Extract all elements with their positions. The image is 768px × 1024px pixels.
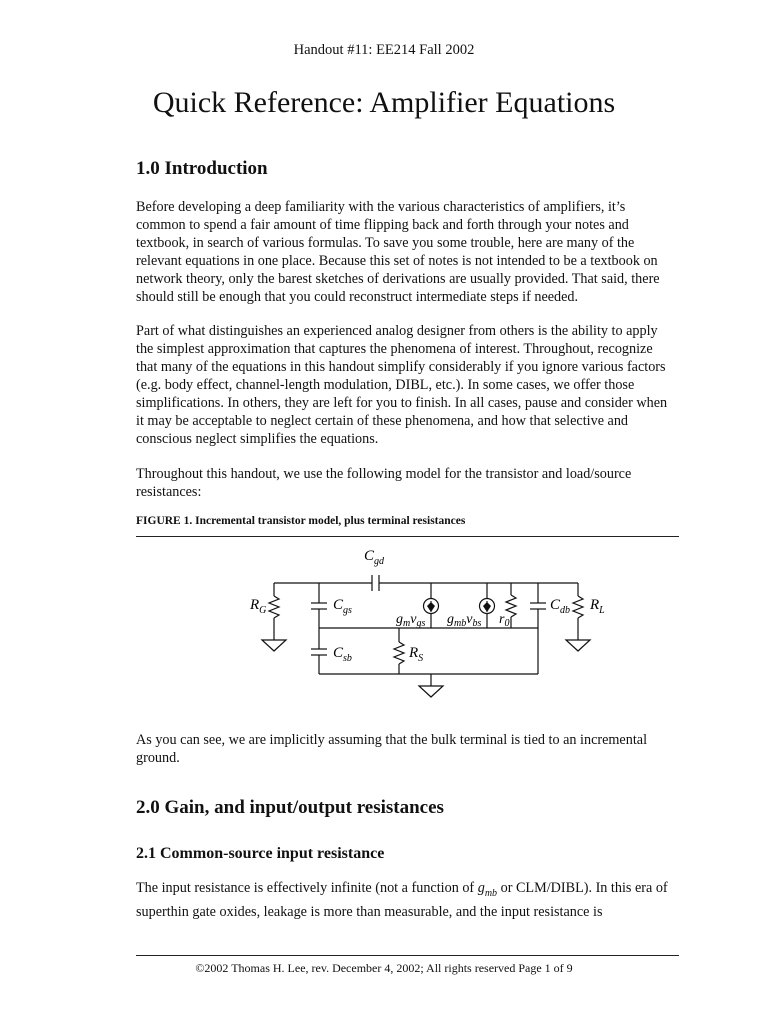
footer-rule [136,955,679,956]
label-gm-vgs: $g_mv_{gs}$ [396,612,426,629]
label-cgs: $C_{gs}$ [333,597,352,616]
cs-input-resistance-paragraph: The input resistance is effectively infinite (not a function of $g_{mb}$ or CLM/DIBL). In this era of superthin gate oxides, leakage is more than measurable, and the input resistance is [136,880,668,920]
figure-caption: FIGURE 1. Incremental transistor model, plus terminal resistances [136,515,466,527]
label-rl: $R_L$ [590,597,605,616]
label-cgd: $C_{gd}$ [364,548,385,567]
label-rs: $R_S$ [409,645,424,664]
intro-paragraph-2: Part of what distinguishes an experienced analog designer from others is the ability to apply the simplest approximation that captures the phenomena of interest. Throughout, recognize that many of the equations in this handout simplify considerably if you ignore various factors (e.g. body effect, channel-length modulation, DIBL, etc.). In some cases, we offer those simplifications. In others, they are left for you to finish. In all cases, pause and consider when it may be acceptable to neglect certain of these phenomena, and how that selective and conscious neglect simplifies the equations. [136,323,668,447]
label-rg: $R_G$ [250,597,267,616]
section-heading-introduction: 1.0 Introduction [136,158,268,179]
label-csb: $C_{sb}$ [333,645,352,664]
label-cdb: $C_{db}$ [550,597,571,616]
page-footer: ©2002 Thomas H. Lee, rev. December 4, 2002; All rights reserved Page 1 of 9 [195,961,573,975]
intro-paragraph-3: Throughout this handout, we use the following model for the transistor and load/source resistances: [136,466,632,500]
label-r0: $r_0$ [499,612,510,629]
subsection-heading-cs-input-resistance: 2.1 Common-source input resistance [136,845,385,862]
document-title: Quick Reference: Amplifier Equations [152,86,616,119]
intro-paragraph-1: Before developing a deep familiarity with the various characteristics of amplifiers, it’s common to spend a fair amount of time flipping back and forth through your notes and textbook, in search of various formulas. To save you some trouble, here are many of the relevant equations in one place. Because this set of notes is not intended to be a textbook on network theory, only the barest sketches of derivations are usually provided. That said, there should still be enough that you could reconstruct intermediate steps if needed. [136,199,660,305]
section-heading-gain: 2.0 Gain, and input/output resistances [136,797,444,818]
label-gmb-vbs: $g_{mb}v_{bs}$ [447,612,482,629]
model-note-paragraph: As you can see, we are implicitly assuming that the bulk terminal is tied to an incremental ground. [136,732,648,766]
page-header: Handout #11: EE214 Fall 2002 [293,42,475,58]
